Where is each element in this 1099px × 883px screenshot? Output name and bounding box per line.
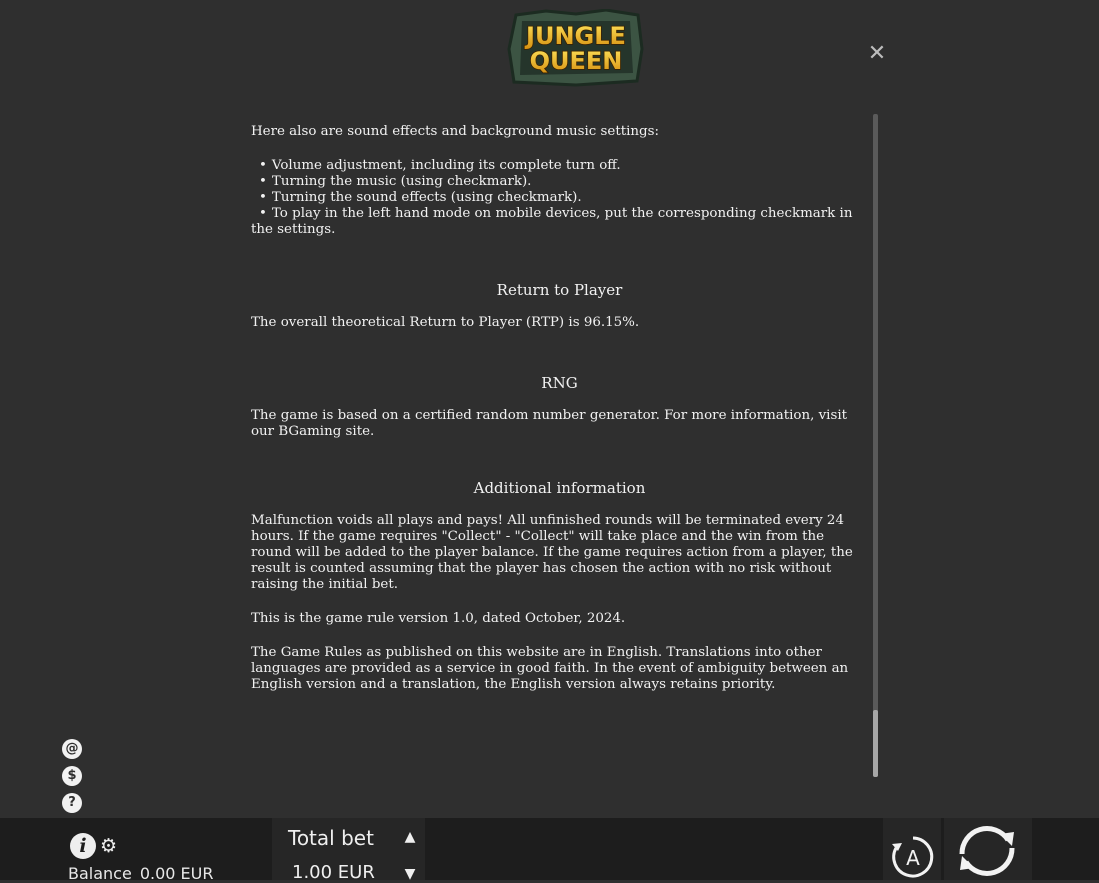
list-item: • Turning the music (using checkmark).: [251, 174, 868, 190]
rtp-text: The overall theoretical Return to Player (RTP) is 96.15%.: [251, 315, 640, 330]
sound-settings-list: [251, 158, 868, 238]
info-icon[interactable]: i: [70, 833, 96, 859]
rng-text: The game is based on a certified random number generator. For more information, visit our BGaming site.: [251, 408, 847, 439]
language-text: The Game Rules as published on this website are in English. Translations into other languages are provided as a service in good faith. In the event of ambiguity between an English version and a translation, the English version always retains priority.: [251, 645, 849, 692]
svg-text:QUEEN: QUEEN: [529, 47, 623, 75]
additional-info-heading: Additional information: [473, 479, 646, 497]
at-icon[interactable]: @: [62, 739, 82, 759]
list-item: • Turning the sound effects (using checkmark).: [251, 190, 868, 206]
sound-intro: Here also are sound effects and background music settings:: [251, 124, 659, 139]
balance: [68, 864, 213, 883]
money-bag-icon[interactable]: $: [62, 766, 82, 786]
side-icon-column: [62, 739, 84, 820]
bet-increase-icon[interactable]: ▲: [404, 829, 416, 845]
gear-icon[interactable]: ⚙: [100, 835, 118, 857]
close-icon[interactable]: ✕: [867, 41, 887, 66]
bet-decrease-icon[interactable]: ▼: [404, 866, 416, 882]
rtp-heading: Return to Player: [496, 281, 623, 299]
balance-value: 0.00 EUR: [139, 864, 214, 883]
list-item: • Volume adjustment, including its complete turn off.: [251, 158, 868, 174]
help-icon[interactable]: ?: [62, 793, 82, 813]
jungle-queen-logo: [506, 9, 646, 87]
total-bet-label: Total bet: [288, 826, 374, 850]
svg-text:JUNGLE: JUNGLE: [526, 22, 626, 50]
balance-label: Balance: [68, 864, 132, 883]
spin-button[interactable]: [952, 822, 1022, 880]
total-bet-value: 1.00 EUR: [292, 862, 375, 883]
rng-heading: RNG: [541, 374, 578, 392]
scrollbar[interactable]: [873, 114, 878, 777]
list-item: • To play in the left hand mode on mobile devices, put the corresponding checkmark in the settings.: [251, 206, 868, 238]
scrollbar-thumb[interactable]: [873, 710, 878, 777]
rules-content: [251, 124, 868, 693]
autoplay-letter: A: [906, 846, 920, 870]
rule-version-text: This is the game rule version 1.0, dated October, 2024.: [251, 611, 626, 626]
malfunction-text: Malfunction voids all plays and pays! All unfinished rounds will be terminated every 24 hours. If the game requires "Collect" - "Collect" will take place and the win from the round will be added to the player balance. If the game requires action from a player, the result is counted assuming that the player has chosen the action with no risk without raising the initial bet.: [251, 513, 853, 592]
autoplay-button[interactable]: [890, 834, 936, 880]
